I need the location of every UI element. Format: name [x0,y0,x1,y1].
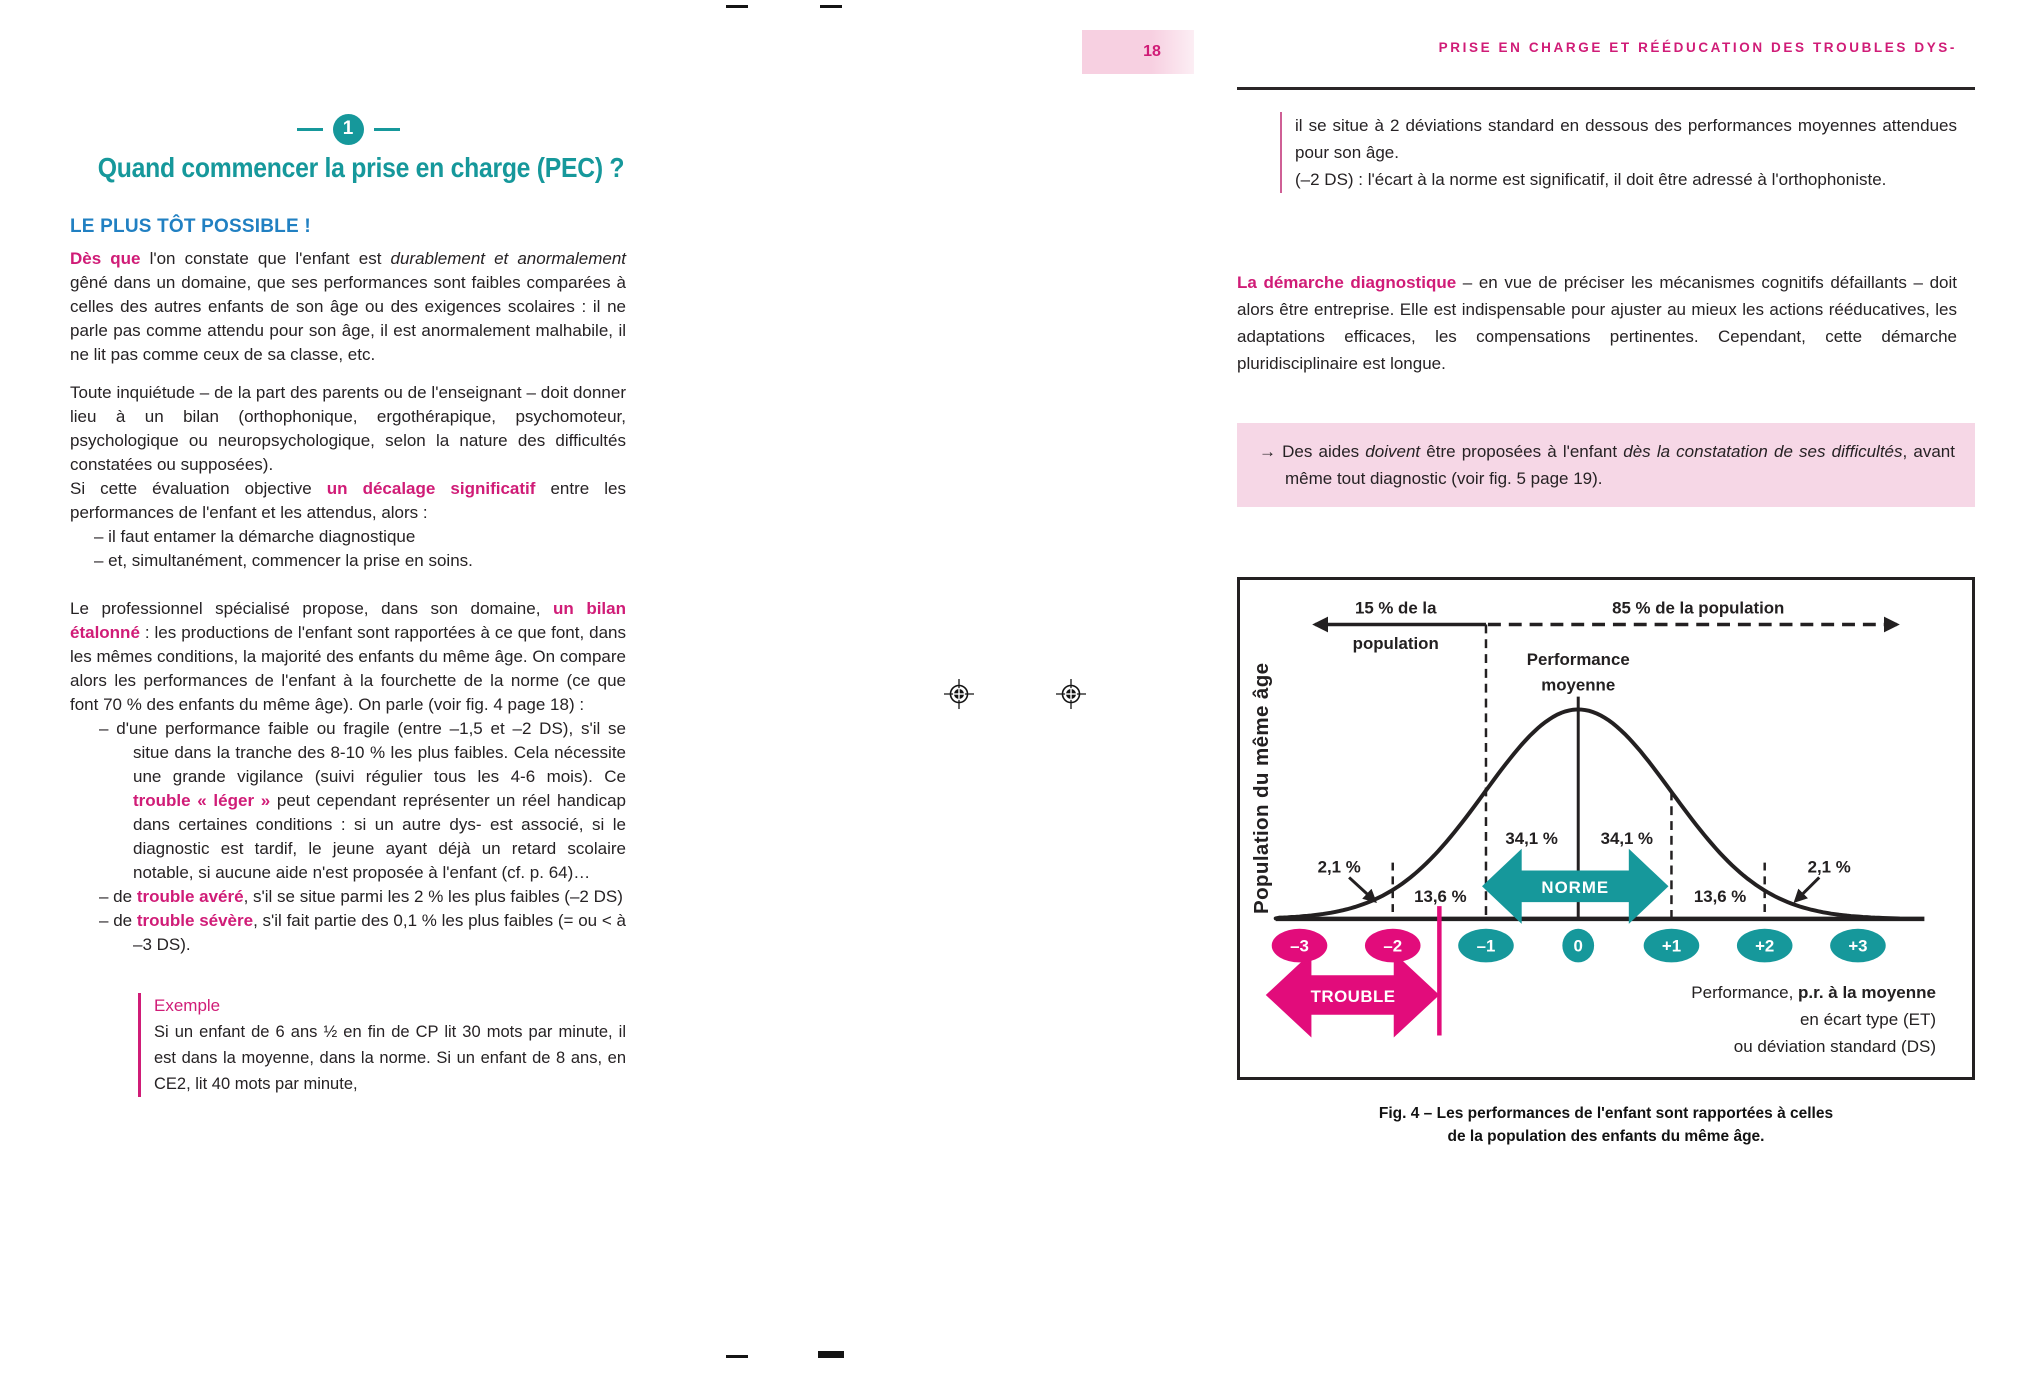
example-text: Si un enfant de 6 ans ½ en fin de CP lit 30 mots par minute, il est dans la moyenne, dans la norme. Si un enfant de 8 ans, en CE2, lit 40 mots par minute, [154,1023,626,1093]
paragraph: La démarche diagnostique – en vue de préciser les mécanismes cognitifs défaillants – doit alors être entreprise. Elle est indispensable pour ajuster au mieux les actions rééducatives, les adaptations efficaces, les compensations pertinentes. Cependant, cette démarche pluridisciplinaire est longue. [1237,273,1957,373]
section-heading: LE PLUS TÔT POSSIBLE ! [70,216,311,237]
trim-mark [726,5,748,8]
paragraph: Toute inquiétude – de la part des parents ou de l'enseignant – doit donner lieu à un bilan (orthophonique, ergothérapique, psychomoteur, psychologique ou neuropsychologique, selon la nature des difficultés constatées ou supposées). [70,383,626,474]
figure-caption-line2: de la population des enfants du même âge. [1447,1128,1765,1145]
left-page-column [70,112,626,1097]
list-item: – et, simultanément, commencer la prise en soins. [94,551,473,570]
badge-line-right [374,128,400,131]
label-15-percent-line2: population [1352,634,1439,654]
trim-mark [726,1355,748,1358]
chapter-number-badge: 1 [333,114,364,145]
pct-13-right: 13,6 % [1693,887,1747,907]
legend-line: en écart type (ET) [1799,1010,1936,1029]
example-box [138,993,626,1097]
pointer-arrow-left-tail [1349,877,1375,901]
list-item: – de trouble avéré, s'il se situe parmi les 2 % les plus faibles (–2 DS) [99,887,623,906]
pointer-arrow-right-tail [1795,877,1819,901]
figure-caption [1237,1102,1975,1148]
chapter-badge [70,112,626,146]
axis-tick: +3 [1848,936,1868,956]
legend-line: Performance, p.r. à la moyenne [1691,983,1936,1002]
figure-x-axis-legend [1691,979,1936,1060]
axis-tick: +2 [1755,936,1775,956]
norme-label: NORME [1541,878,1610,898]
badge-line-left [297,128,323,131]
axis-tick: –2 [1383,936,1403,956]
paragraph: Dès que l'on constate que l'enfant est durablement et anormalement gêné dans un domaine, que ses performances sont faibles comparées à celles des autres enfants de son âge ou des exigences scolaires : il ne parle pas comme attendu pour son âge, il est anormalement malhabile, il ne lit pas comme ceux de sa classe, etc. [70,249,627,364]
trouble-label: TROUBLE [1310,986,1396,1006]
quote-text: il se situe à 2 déviations standard en dessous des performances moyennes attendues pour son âge. [1295,116,1957,162]
paragraph: Si cette évaluation objective un décalage significatif entre les performances de l'enfant et les attendus, alors : [70,479,626,522]
trim-mark [820,5,842,8]
running-title: PRISE EN CHARGE ET RÉÉDUCATION DES TROUBLES DYS- [1438,40,1957,55]
registration-mark-icon [1056,679,1086,709]
list-item: – de trouble sévère, s'il fait partie des 0,1 % les plus faibles (= ou < à –3 DS). [99,911,626,954]
right-page-column [1237,112,1957,507]
label-85-percent: 85 % de la population [1612,598,1785,618]
pct-2-right: 2,1 % [1807,857,1851,877]
registration-mark-icon [944,679,974,709]
note-text: → Des aides doivent être proposées à l'enfant dès la constatation de ses difficultés, avant même tout diagnostic (voir fig. 5 page 19). [1259,442,1955,488]
header-rule [1237,87,1975,90]
label-15-percent-line1: 15 % de la [1354,598,1437,618]
legend-line: ou déviation standard (DS) [1733,1037,1936,1056]
list-item: – il faut entamer la démarche diagnostique [94,527,416,546]
highlight-note-box [1237,423,1975,507]
axis-tick: 0 [1573,936,1583,956]
quote-block [1280,112,1957,193]
pct-13-left: 13,6 % [1414,887,1467,907]
example-label: Exemple [154,996,221,1015]
pct-34-right: 34,1 % [1600,828,1654,848]
list-item: – d'une performance faible ou fragile (entre –1,5 et –2 DS), s'il se situe dans la tranche des 8-10 % les plus faibles. Cela nécessite une grande vigilance (suivi régulier tous les 4-6 mois). Ce trouble « léger » peut cependant représenter un réel handicap dans certaines conditions : si un autre dys- est associé, si le diagnostic est tardif, le jeune ayant déjà un retard scolaire notable, si aucune aide n'est proposée à l'enfant (cf. p. 64)… [99,719,626,882]
figure-caption-line1: Fig. 4 – Les performances de l'enfant sont rapportées à celles [1378,1105,1834,1122]
chapter-title: Quand commencer la prise en charge (PEC) ? [97,152,625,183]
figure-y-axis-label: Population du même âge [1250,662,1273,914]
axis-tick: –3 [1290,936,1309,956]
page-number: 18 [1143,43,1161,60]
axis-tick: –1 [1476,936,1496,956]
quote-text: (–2 DS) : l'écart à la norme est significatif, il doit être adressé à l'orthophoniste. [1295,170,1887,189]
pct-2-left: 2,1 % [1317,857,1361,877]
trim-mark [818,1351,844,1358]
peak-label-line1: Performance [1526,650,1630,669]
paragraph: Le professionnel spécialisé propose, dans son domaine, un bilan étalonné : les productions de l'enfant sont rapportées à ce que font, dans les mêmes conditions, la majorité des enfants du même âge. On compare alors les performances de l'enfant à la fourchette de la norme (ce que font 70 % des enfants du même âge). On parle (voir fig. 4 page 18) : [70,599,626,714]
figure-4-bell-curve [1237,577,1975,1080]
axis-tick: +1 [1661,936,1682,956]
pct-34-left: 34,1 % [1505,828,1558,848]
peak-label-line2: moyenne [1541,675,1616,695]
